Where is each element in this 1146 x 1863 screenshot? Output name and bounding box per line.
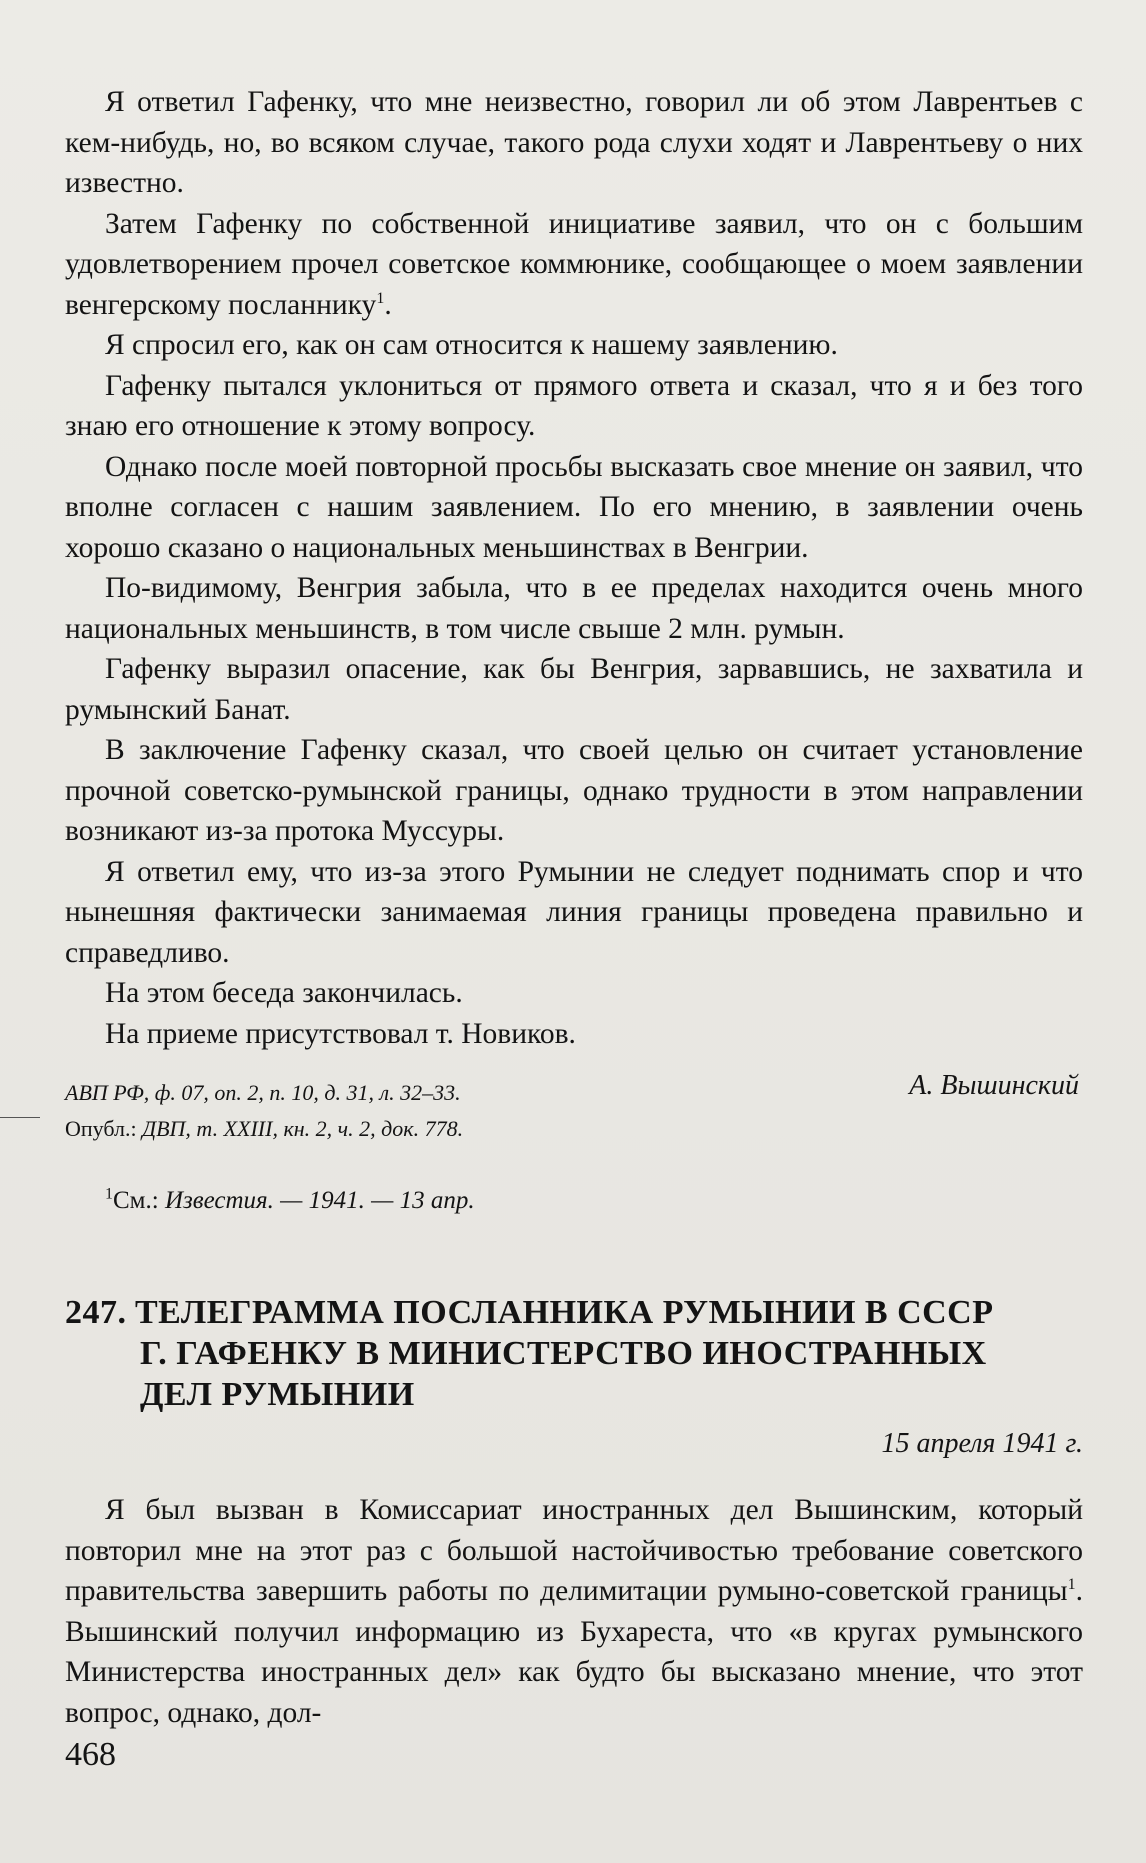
telegram-text bbox=[65, 1490, 1083, 1733]
publication-line bbox=[65, 1111, 1083, 1147]
paragraph: Затем Гафенку по собственной инициативе заявил, что он с большим удовлетворением прочел советское коммюнике, сообщающее о моем заявлении венгерскому посланнику$^1$. bbox=[65, 207, 1083, 321]
archive-source: АВП РФ, ф. 07, оп. 2, п. 10, д. 31, л. 32–33. bbox=[65, 1080, 461, 1105]
publication-label: Опубл.: bbox=[65, 1116, 137, 1141]
paragraph: Я спросил его, как он сам относится к нашему заявлению. bbox=[105, 329, 838, 361]
footnote bbox=[105, 1185, 475, 1217]
signature-name: Вышинский bbox=[940, 1070, 1079, 1101]
footnote-ref: 1 bbox=[376, 289, 385, 307]
publication-source: ДВП, т. XXIII, кн. 2, ч. 2, док. 778. bbox=[142, 1116, 464, 1141]
paragraph: Однако после моей повторной просьбы высказать свое мнение он заявил, что вполне согласен с нашим заявлением. По его мнению, в заявлении очень хорошо сказано о национальных меньшинствах в Венгрии. bbox=[65, 450, 1083, 564]
paragraph: Я ответил ему, что из-за этого Румынии не следует поднимать спор и что нынешняя фактически занимаемая линия границы проведена правильно и справедливо. bbox=[65, 855, 1083, 969]
document-number: 247. bbox=[65, 1294, 127, 1331]
paragraph: На приеме присутствовал т. Новиков. bbox=[105, 1017, 576, 1050]
page-number: 468 bbox=[65, 1736, 116, 1773]
paragraph: По-видимому, Венгрия забыла, что в ее пределах находится очень много национальных меньшинств, в том числе свыше 2 млн. румын. bbox=[65, 572, 1083, 645]
footnote-ref: 1 bbox=[1067, 1576, 1076, 1594]
document-title bbox=[65, 1292, 1083, 1415]
paragraph: Я ответил Гафенку, что мне неизвестно, говорил ли об этом Лаврентьев с кем-нибудь, но, во всяком случае, такого рода слухи ходят и Лаврентьеву о них известно. bbox=[65, 86, 1083, 199]
title-line: ДЕЛ РУМЫНИИ bbox=[140, 1376, 415, 1413]
title-line: Г. ГАФЕНКУ В МИНИСТЕРСТВО ИНОСТРАННЫХ bbox=[140, 1335, 987, 1372]
footnote-divider bbox=[0, 1117, 40, 1118]
archive-reference bbox=[65, 1075, 1083, 1147]
document-date: 15 апреля 1941 г. bbox=[881, 1428, 1083, 1459]
signature-initial: А. bbox=[909, 1070, 934, 1101]
paragraph: В заключение Гафенку сказал, что своей целью он считает установление прочной советско-румынской границы, однако трудности в этом направлении возникают из-за протока Муссуры. bbox=[65, 734, 1083, 847]
footnote-label: См.: bbox=[113, 1187, 159, 1214]
title-line: 247. ТЕЛЕГРАММА ПОСЛАННИКА РУМЫНИИ В СССР bbox=[65, 1294, 994, 1331]
conversation-text bbox=[65, 82, 1083, 1106]
paragraph: На этом беседа закончилась. bbox=[105, 977, 463, 1009]
footnote-text: Известия. — 1941. — 13 апр. bbox=[164, 1187, 475, 1214]
paragraph: Я был вызван в Комиссариат иностранных дел Вышинским, который повторил мне на этот раз с большой настойчивостью требование советского правительства завершить работы по делимитации румыно-советской границы$^1$. Вышинский получил информацию из Бухареста, что «в кругах румынского Министерства иностранных дел» как будто бы высказано мнение, что этот вопрос, однако, дол- bbox=[65, 1494, 1083, 1729]
footnote-marker: 1 bbox=[105, 1185, 113, 1203]
paragraph: Гафенку выразил опасение, как бы Венгрия, зарвавшись, не захватила и румынский Банат. bbox=[65, 653, 1083, 726]
paragraph: Гафенку пытался уклониться от прямого ответа и сказал, что я и без того знаю его отношение к этому вопросу. bbox=[65, 369, 1083, 442]
